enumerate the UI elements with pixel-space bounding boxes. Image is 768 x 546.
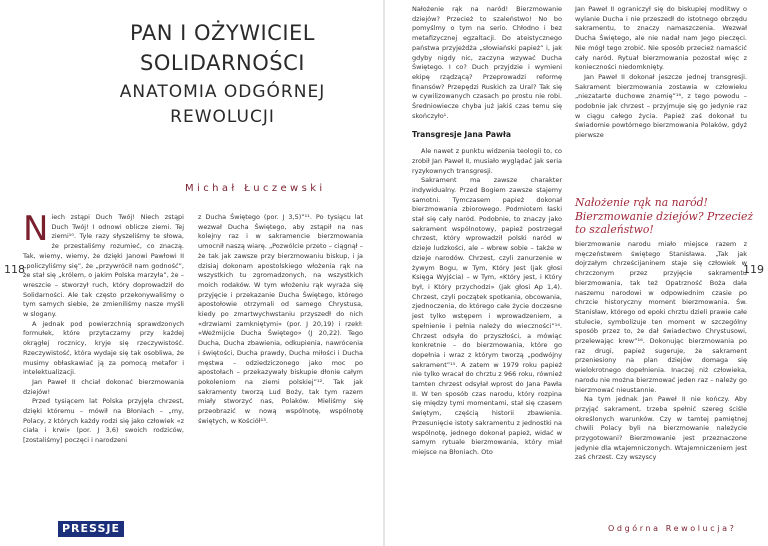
paragraph: Jan Paweł II dokonał jeszcze jednej transgresji. Sakrament bierzmowania zostawia w człowieku „niezatarte duchowe znamię”¹⁶, z tego powodu – podobnie jak chrzest – przyjmuje się go jedynie raz w ciągu całego życia. Papież zaś dokonał tu świadomie powtórnego bierzmowania Polaków, gdyż pierwsze [575, 72, 747, 140]
subtitle-line-1: ANATOMIA ODGÓRNEJ [119, 82, 326, 102]
drop-cap: N [23, 209, 49, 249]
page-number-left: 118 [4, 263, 25, 276]
paragraph: z Ducha Świętego (por. J 3,5)”¹¹. Po tysiącu lat wezwał Ducha Świętego, aby zstąpił na nas kolejny raz i w sakramencie bierzmowania umocnił naszą wiarę. „Pozwólcie przeto – ciągnął – że tak jak zawsze przy bierzmowaniu biskup, i ja dzisiaj dokonam apostolskiego włożenia rąk na wszystkich tu zgromadzonych, na wszystkich moich rodaków. W tym włożeniu rąk wyraża się przyjęcie i przekazanie Ducha Świętego, którego apostołowie otrzymali od samego Chrystusa, kiedy po zmartwychwstaniu przyszedł do nich «drzwiami zamkniętymi» (por. J 20,19) i rzekł: «Weźmijcie Ducha Świętego» (J 20,22). Tego Ducha, Ducha zbawienia, odkupienia, nawrócenia i świętości, Ducha prawdy, Ducha miłości i Ducha męstwa – odziedziczonego jako moc po apostołach – przekazywały biskupie dłonie całym pokoleniom na ziemi polskiej”¹². Tak jak sakramenty tworzą Lud Boży, tak tym razem miały stworzyć nas, Polaków. Mieliśmy się przeobrazić w nową wspólnotę, wspólnotę świętych, w Kościół¹³. [198, 213, 363, 425]
title-line-1: PAN I OŻYWICIEL [130, 21, 315, 45]
text-column-4-top [575, 5, 747, 141]
text-column-1 [23, 209, 184, 446]
text-column-2 [198, 213, 363, 426]
article-title-block [80, 18, 365, 130]
pull-quote: Nałożenie rąk na naród! Bierzmowanie dziejów? Przecież to szaleństwo! [575, 196, 754, 236]
paragraph: A jednak pod powierzchnią sprawdzonych formułek, które przytaczamy przy każdej okrągłej rocznicy, kryje się rzeczywistość. Rzeczywistość, która wydaje się tak osobliwa, że musimy obłaskawiać ją za pomocą metafor i intelektualizacji. [23, 319, 184, 377]
title-line-2: SOLIDARNOŚCI [140, 51, 305, 75]
paragraph: Przed tysiącem lat Polska przyjęła chrzest, dzięki któremu – mówił na Błoniach – „my, Polacy, z których każdy rodzi się jako człowiek «z ciała i krwi» (por. J 3,6) swoich rodziców, [zostaliśmy] poczęci i narodzeni [23, 397, 184, 445]
paragraph: Sakrament ma zawsze charakter indywidualny. Przed Bogiem zawsze stajemy samotni. Tymczasem papież dokonał bierzmowania zbiorowego. Podmiotem łaski stał się cały naród. Podobnie, to znaczy jako sakrament wspólnotowy, papież postrzegał chrzest, który wprowadził polski naród w dzieje ludzkości, ale – wbrew sobie – także w dzieje narodów. Chrzest, czyli zanurzenie w żywym Bogu, w Tym, Który Jest (jak głosi Księga Wyjścia) – w Tym, «Który jest, i Który był, i Który przychodzi» (jak głosi Ap 1,4). Chrzest, czyli początek spotkania, obcowania, zjednoczenia, do którego całe życie doczesne jest tylko wstępem i wprowadzeniem, a spełnienie i pełnia należy do wieczności”¹⁴. Chrzest odsyła do przyszłości, a mówiąc konkretnie – do bierzmowania, które go dopełnia i wraz z którym tworzą „podwójny sakrament”¹⁵. A zatem w 1979 roku papież nie tylko wracał do chrztu z 966 roku, również tamten chrzest odsyłał wprost do Jana Pawła II. W ten sposób czas narodu, który rozpina się między tymi momentami, stał się czasem świętym, częścią historii zbawienia. Przesunięcie istoty sakramentu z jednostki na wspólnotę, jednego dokonał papież, widać w samym rytuale bierzmowania, który miał miejsce na Błoniach. Oto [412, 176, 562, 456]
paragraph: Ale nawet z punktu widzenia teologii to, co zrobił Jan Paweł II, musiało wyglądać jak seria ryzykownych transgresji. [412, 147, 562, 175]
section-heading: Transgresje Jana Pawła [412, 130, 511, 140]
page-number-right: 119 [743, 263, 764, 276]
subtitle-line-2: REWOLUCJI [170, 107, 275, 127]
paragraph: iech zstąpi Duch Twój! Niech zstąpi Duch Twój! I odnowi oblicze ziemi. Tej ziemi¹⁰. Tyle razy słyszeliśmy te słowa, że przestaliśmy rozumieć, co znaczą. Tak, wiemy, wiemy, że dzięki Janowi Pawłowi II „policzyliśmy się”, że „przywrócił nam godność”, że stał się „królem, o jakim Polska marzyła”, że – wreszcie – stworzył ruch, który doprowadził do Solidarności. Ale tak często przekonywaliśmy o tym samych siebie, że zmieniliśmy nasze myśli w slogany. [23, 213, 184, 319]
text-column-4-bottom [575, 240, 747, 463]
paragraph: Nałożenie rąk na naród! Bierzmowanie dziejów? Przecież to szaleństwo! No bo pomyślmy o tym na serio. Chłodno i bez metafizycznej egzaltacji. Do ateistycznego państwa przyjeżdża „słowiański papież” i, jak gdyby nigdy nic, zaczyna wzywać Ducha Świętego. I co? Duch przyjdzie i wymieni ekipę rządzącą? Przeprowadzi reformę finansów? Przepędzi Ruskich za Ural? Tak się w cywilizowanych czasach po prostu nie robi. Średniowiecze chyba już jakiś czas temu się skończyło¹. [412, 5, 562, 120]
paragraph: Jan Paweł II ograniczył się do biskupiej modlitwy o wylanie Ducha i nie przeszedł do istotnego obrzędu sakramentu, to znaczy namaszczenia. Wezwał Ducha Świętego, ale nie nadał nam Jego pieczęci. Nie mógł tego zrobić. Nie sposób przecież namaścić cały naród. Rytuał bierzmowania pozostał więc z konieczności niedomknięty. [575, 5, 747, 72]
author-name: Michał Łuczewski [185, 183, 326, 194]
paragraph: bierzmowanie narodu miało miejsce razem z męczeństwem świętego Stanisława. „Tak jak dojrzałym chrześcijaninem staje się człowiek w chrzczonym przez przyjęcie sakramentu bierzmowania, tak też Opatrzność Boża dała naszemu narodowi w odpowiednim czasie po chrzcie historyczny moment bierzmowania. Św. Stanisław, którego od epoki chrztu dzieli prawie całe stulecie, symbolizuje ten moment w szczególny sposób przez to, że dał świadectwo Chrystusowi, przelewając krew”¹⁶. Dokonując bierzmowania po raz drugi, papież sugeruje, że sakrament przeniesiony na plan dziejów domaga się wielokrotnego dopełnienia. Inaczej niż człowieka, narodu nie można bierzmować jeden raz – należy go bierzmować nieustannie. [575, 240, 747, 394]
text-column-3 [412, 5, 562, 458]
paragraph: Jan Paweł II chciał dokonać bierzmowania dziejów! [23, 377, 184, 396]
running-footer: Odgórna Rewolucja? [608, 524, 737, 533]
pressje-logo: PRESSJE [58, 521, 124, 537]
paragraph: Na tym jednak Jan Paweł II nie kończy. Aby przyjąć sakrament, trzeba spełnić szereg ściśle określonych warunków. Czy w tamtej pamiętnej chwili Polacy byli na bierzmowanie należycie przygotowani? Bierzmowanie jest przeznaczone jedynie dla wtajemniczonych. Wtajemniczeniem jest zaś chrzest. Czy wszyscy [575, 395, 747, 462]
